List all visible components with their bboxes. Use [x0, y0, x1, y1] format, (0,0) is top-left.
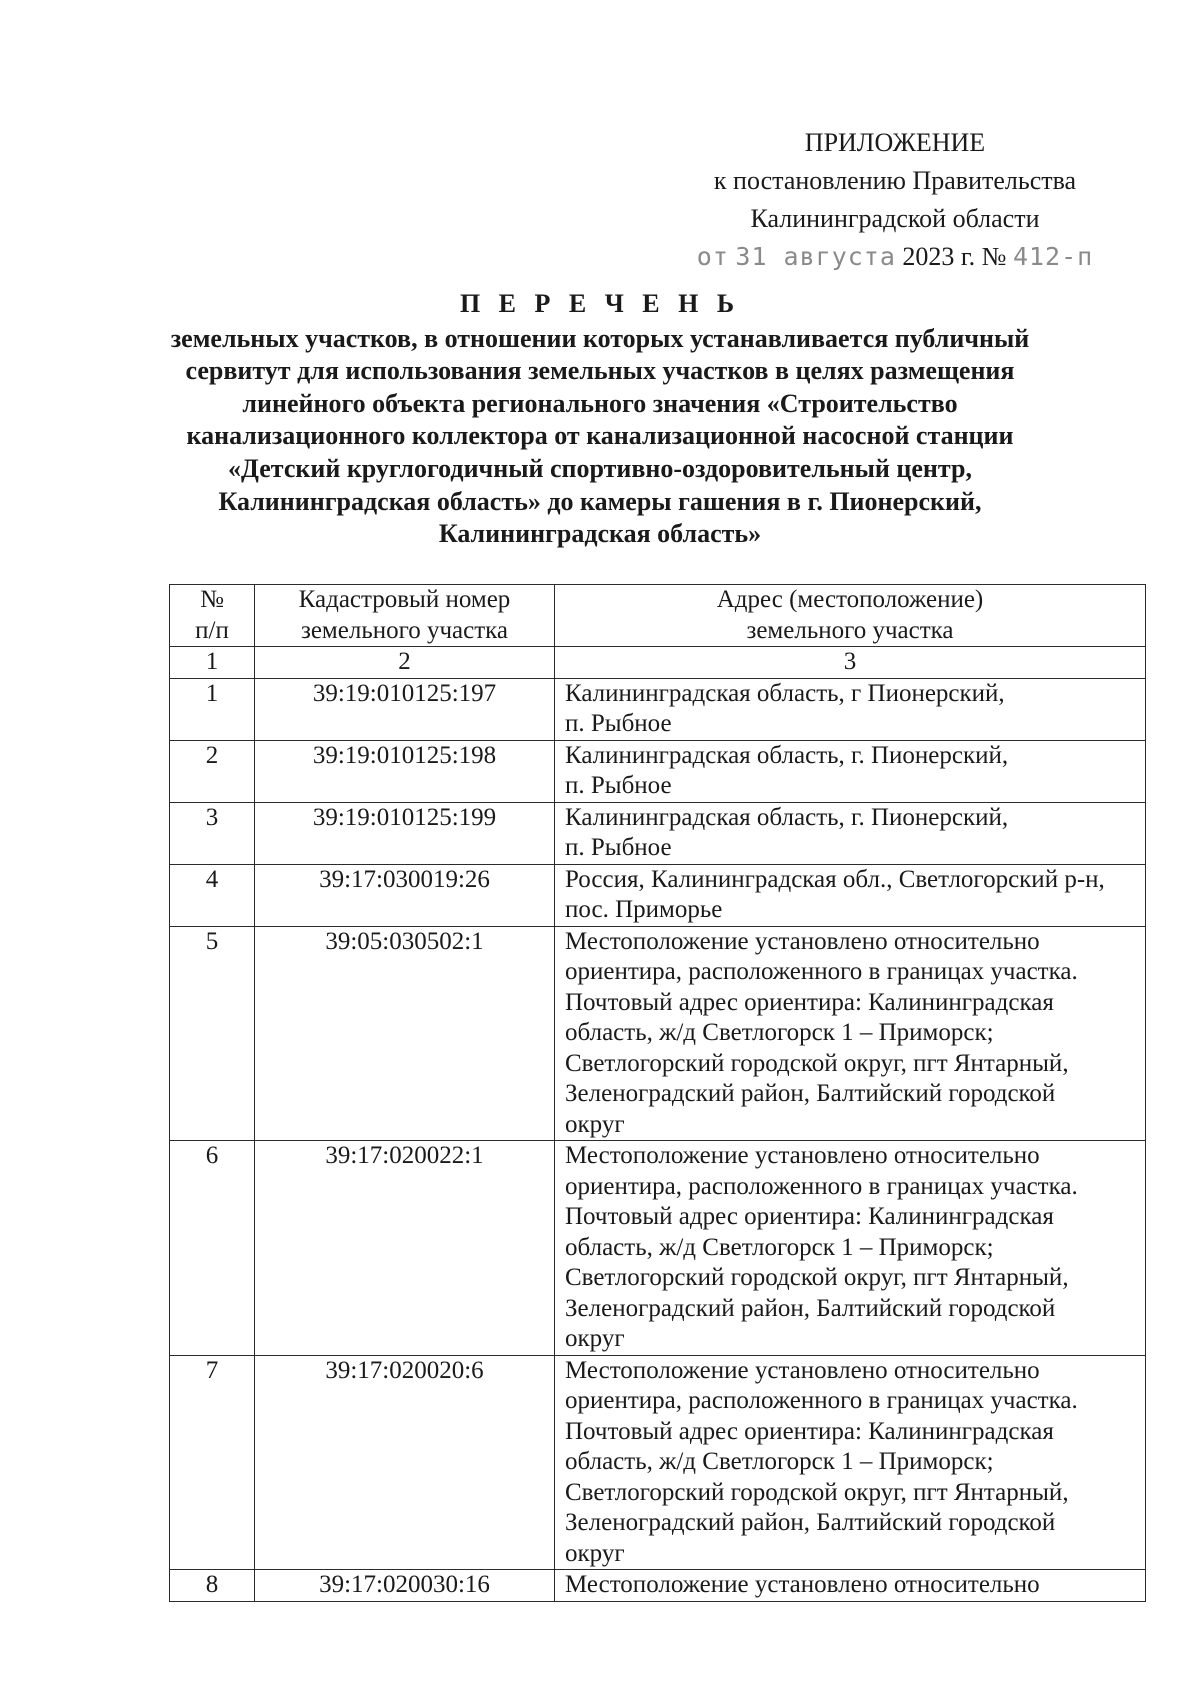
column-number: 3	[555, 647, 1146, 679]
row-number: 7	[170, 1355, 255, 1570]
appendix-region-line: Калининградской области	[750, 204, 1040, 233]
title-line: сервитут для использования земельных участков в целях размещения	[185, 356, 1015, 386]
title-line: линейного объекта регионального значения «Строительство	[242, 388, 958, 418]
address-line: Светлогорский городской округ, пгт Янтарный,	[565, 1049, 1069, 1077]
table-row	[170, 678, 1146, 740]
land-plots-table	[169, 584, 1146, 1602]
address-line: Россия, Калининградская обл., Светлогорский р-н,	[565, 865, 1105, 893]
header-number	[170, 585, 255, 647]
address-line: ориентира, расположенного в границах участка.	[565, 1387, 1078, 1414]
address-cell	[555, 802, 1146, 864]
address-line: п. Рыбное	[565, 834, 672, 861]
header-cadastral-line2: земельного участка	[300, 616, 509, 644]
resolution-number-stamp: 412-п	[1012, 242, 1094, 271]
appendix-header	[660, 124, 1130, 278]
address-line: Зеленоградский район, Балтийский городской	[565, 1509, 1056, 1536]
table-header-row	[170, 585, 1146, 647]
address-cell	[555, 926, 1146, 1141]
column-number: 1	[170, 647, 255, 679]
header-cadastral-line1: Кадастровый номер	[298, 586, 511, 613]
table-row	[170, 1570, 1146, 1602]
address-line: пос. Приморье	[565, 896, 723, 923]
row-number: 1	[170, 678, 255, 740]
cadastral-number: 39:17:020020:6	[255, 1355, 555, 1570]
title-line: Калининградская область» до камеры гашения в г. Пионерский,	[218, 486, 982, 516]
header-number-line2: п/п	[195, 616, 229, 644]
address-line: округ	[565, 1325, 625, 1352]
row-number: 2	[170, 740, 255, 802]
address-line: область, ж/д Светлогорск 1 – Приморск;	[565, 1448, 994, 1475]
address-line: округ	[565, 1539, 625, 1567]
address-line: Калининградская область, г. Пионерский,	[565, 803, 1009, 831]
address-line: Местоположение установлено относительно	[565, 1142, 1040, 1169]
table-body	[170, 678, 1146, 1601]
date-day-month-stamp: 31 августа	[735, 242, 896, 271]
table-row	[170, 926, 1146, 1141]
cadastral-number: 39:17:020022:1	[255, 1141, 555, 1356]
address-line: Почтовый адрес ориентира: Калининградская	[565, 1203, 1054, 1230]
title-line: земельных участков, в отношении которых устанавливается публичный	[170, 323, 1030, 353]
address-line: п. Рыбное	[565, 772, 672, 799]
table-row	[170, 740, 1146, 802]
address-line: Калининградская область, г. Пионерский,	[565, 741, 1009, 769]
address-line: Почтовый адрес ориентира: Калининградская	[565, 988, 1054, 1016]
address-cell	[555, 678, 1146, 740]
appendix-title: ПРИЛОЖЕНИЕ	[804, 128, 986, 157]
address-line: Светлогорский городской округ, пгт Янтарный,	[565, 1478, 1069, 1506]
address-cell	[555, 1355, 1146, 1570]
appendix-resolution-line: к постановлению Правительства	[713, 166, 1077, 195]
address-line: Зеленоградский район, Балтийский городской	[565, 1080, 1056, 1107]
address-line: ориентира, расположенного в границах участка.	[565, 958, 1078, 985]
document-title	[150, 288, 1050, 551]
address-line: Калининградская область, г Пионерский,	[565, 679, 1005, 707]
table-row	[170, 1355, 1146, 1570]
address-line: область, ж/д Светлогорск 1 – Приморск;	[565, 1019, 994, 1046]
appendix-date-line	[660, 238, 1130, 278]
address-line: п. Рыбное	[565, 710, 672, 737]
address-cell	[555, 1570, 1146, 1602]
address-line: область, ж/д Светлогорск 1 – Приморск;	[565, 1233, 994, 1261]
row-number: 3	[170, 802, 255, 864]
address-line: Почтовый адрес ориентира: Калининградская	[565, 1417, 1054, 1445]
cadastral-number: 39:19:010125:197	[255, 678, 555, 740]
title-line: канализационного коллектора от канализационной насосной станции	[186, 421, 1014, 451]
cadastral-number: 39:05:030502:1	[255, 926, 555, 1141]
header-cadastral	[255, 585, 555, 647]
cadastral-number: 39:19:010125:198	[255, 740, 555, 802]
column-number: 2	[255, 647, 555, 679]
address-line: ориентира, расположенного в границах участка.	[565, 1172, 1078, 1200]
address-line: Местоположение установлено относительно	[565, 1571, 1040, 1598]
cadastral-number: 39:17:030019:26	[255, 864, 555, 926]
cadastral-number: 39:17:020030:16	[255, 1570, 555, 1602]
column-number-row	[170, 647, 1146, 679]
title-main: П Е Р Е Ч Е Н Ь	[459, 289, 741, 318]
header-address-line1: Адрес (местоположение)	[716, 586, 984, 613]
header-address-line2: земельного участка	[746, 616, 954, 644]
table-row	[170, 1141, 1146, 1356]
table-row	[170, 802, 1146, 864]
date-year: 2023 г. №	[902, 242, 1007, 271]
address-line: Светлогорский городской округ, пгт Янтарный,	[565, 1264, 1069, 1291]
address-line: Зеленоградский район, Балтийский городской	[565, 1294, 1056, 1322]
address-line: округ	[565, 1110, 625, 1138]
address-cell	[555, 1141, 1146, 1356]
date-prefix-stamp: от	[696, 242, 729, 271]
cadastral-number: 39:19:010125:199	[255, 802, 555, 864]
header-address	[555, 585, 1146, 647]
address-cell	[555, 864, 1146, 926]
row-number: 6	[170, 1141, 255, 1356]
address-line: Местоположение установлено относительно	[565, 1356, 1040, 1384]
header-number-line1: №	[200, 586, 224, 613]
row-number: 5	[170, 926, 255, 1141]
title-line: Калининградская область»	[438, 519, 762, 549]
table-row	[170, 864, 1146, 926]
row-number: 4	[170, 864, 255, 926]
row-number: 8	[170, 1570, 255, 1602]
address-cell	[555, 740, 1146, 802]
title-line: «Детский круглогодичный спортивно-оздоровительный центр,	[228, 453, 972, 483]
address-line: Местоположение установлено относительно	[565, 927, 1040, 955]
